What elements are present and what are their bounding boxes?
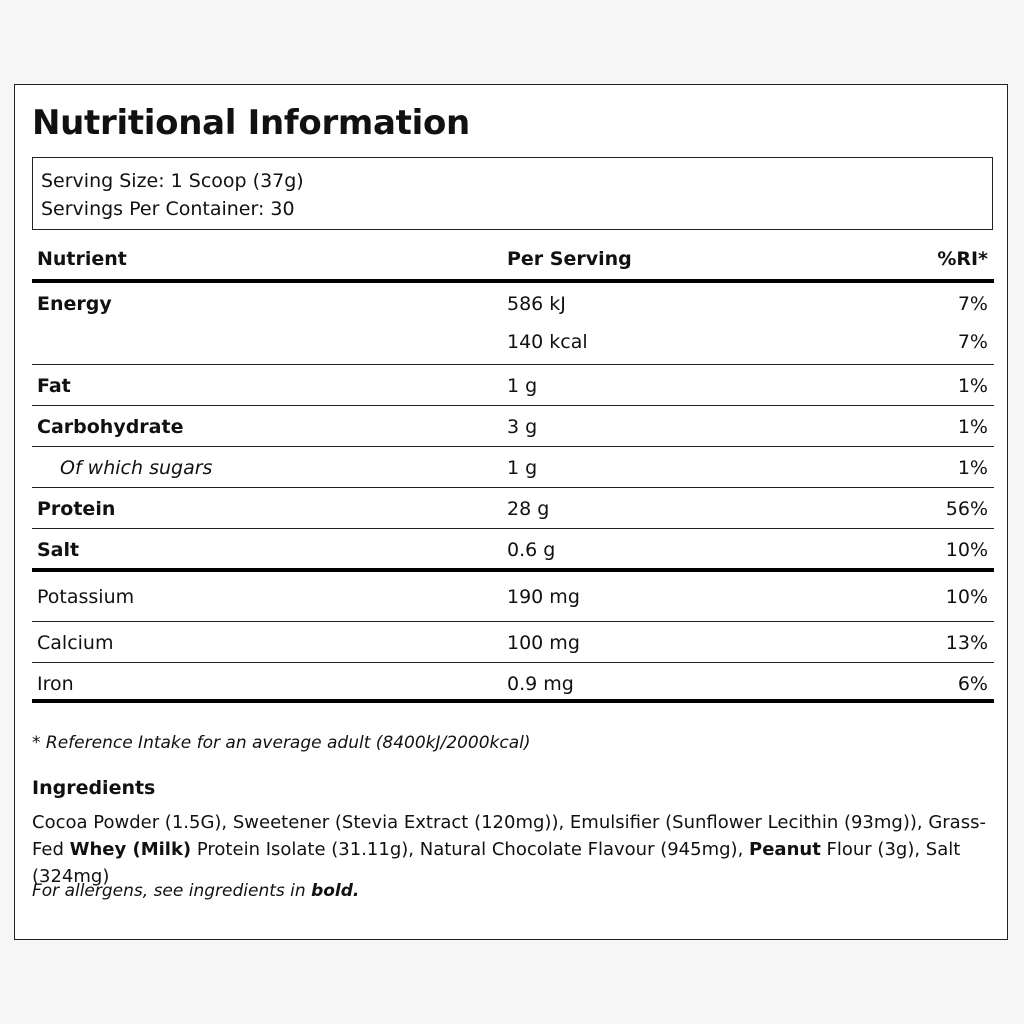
serving-info-box bbox=[32, 157, 993, 230]
page-title: Nutritional Information bbox=[32, 103, 470, 143]
allergen-peanut: Peanut bbox=[749, 839, 821, 860]
per-serving-value: 0.9 mg bbox=[507, 673, 574, 695]
table-row bbox=[32, 406, 994, 447]
ri-value: 1% bbox=[957, 416, 988, 438]
ri-value: 10% bbox=[945, 586, 988, 608]
serving-size: Serving Size: 1 Scoop (37g) bbox=[41, 170, 304, 192]
allergen-whey: Whey (Milk) bbox=[69, 839, 192, 860]
ingredients-text: Cocoa Powder (1.5G), Sweetener (Stevia Extract (120mg)), Emulsifier (Sunflower Lecithin (93mg)), Grass-Fed bbox=[32, 812, 986, 860]
ri-value: 7% bbox=[957, 293, 988, 315]
header-ri: %RI* bbox=[937, 248, 988, 270]
per-serving-value: 1 g bbox=[507, 457, 538, 479]
nutrient-name: Fat bbox=[37, 375, 71, 397]
header-nutrient: Nutrient bbox=[37, 248, 127, 270]
ri-value: 56% bbox=[945, 498, 988, 520]
per-serving-value: 0.6 g bbox=[507, 539, 556, 561]
reference-intake-footnote: * Reference Intake for an average adult (8400kJ/2000kcal) bbox=[32, 733, 531, 753]
table-row bbox=[32, 529, 994, 572]
per-serving-value: 190 mg bbox=[507, 586, 580, 608]
table-row bbox=[32, 663, 994, 703]
table-row bbox=[32, 622, 994, 663]
nutrition-table bbox=[32, 236, 994, 703]
ri-value: 6% bbox=[957, 673, 988, 695]
header-per-serving: Per Serving bbox=[507, 248, 632, 270]
allergen-note-bold: bold. bbox=[311, 881, 360, 901]
ri-value: 1% bbox=[957, 457, 988, 479]
table-row bbox=[32, 283, 994, 321]
table-row bbox=[32, 447, 994, 488]
nutrition-panel bbox=[14, 84, 1008, 940]
ri-value: 13% bbox=[945, 632, 988, 654]
nutrient-name: Carbohydrate bbox=[37, 416, 184, 438]
ingredients-heading: Ingredients bbox=[32, 777, 156, 799]
per-serving-value: 140 kcal bbox=[507, 331, 588, 353]
nutrient-name: Of which sugars bbox=[60, 457, 213, 479]
allergen-note-text: For allergens, see ingredients in bbox=[32, 881, 312, 901]
nutrient-name: Salt bbox=[37, 539, 80, 561]
per-serving-value: 1 g bbox=[507, 375, 538, 397]
nutrient-name: Potassium bbox=[37, 586, 135, 608]
ri-value: 10% bbox=[945, 539, 988, 561]
ingredients-text: Protein Isolate (31.11g), Natural Chocolate Flavour (945mg), bbox=[191, 839, 750, 860]
nutrient-name: Energy bbox=[37, 293, 112, 315]
table-row bbox=[32, 321, 994, 365]
ri-value: 1% bbox=[957, 375, 988, 397]
nutrient-name: Protein bbox=[37, 498, 116, 520]
servings-per-container: Servings Per Container: 30 bbox=[41, 198, 295, 220]
table-header bbox=[32, 236, 994, 283]
ingredients-list bbox=[32, 809, 992, 890]
nutrient-name: Calcium bbox=[37, 632, 114, 654]
allergen-note bbox=[32, 881, 359, 901]
ri-value: 7% bbox=[957, 331, 988, 353]
table-row bbox=[32, 488, 994, 529]
ingredients-text: Flour (3g), Salt (324mg) bbox=[32, 839, 961, 887]
per-serving-value: 100 mg bbox=[507, 632, 580, 654]
per-serving-value: 28 g bbox=[507, 498, 550, 520]
table-row bbox=[32, 572, 994, 622]
per-serving-value: 586 kJ bbox=[507, 293, 566, 315]
table-row bbox=[32, 365, 994, 406]
per-serving-value: 3 g bbox=[507, 416, 538, 438]
nutrient-name: Iron bbox=[37, 673, 74, 695]
